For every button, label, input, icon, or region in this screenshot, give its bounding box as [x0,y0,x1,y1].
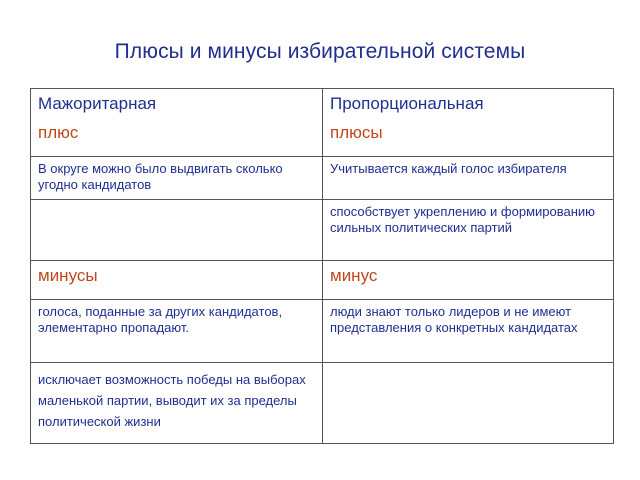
header-cell-majoritarian [31,89,323,157]
plus-label-majoritarian: плюс [38,123,79,142]
table-header-row [31,89,614,157]
column-title-majoritarian: Мажоритарная [38,94,157,113]
table-row [31,157,614,200]
table-cell: люди знают только лидеров и не имеют представления о конкретных кандидатах [323,300,614,363]
table-cell [323,363,614,444]
table-cell: голоса, поданные за других кандидатов, элементарно пропадают. [31,300,323,363]
comparison-table [30,88,614,444]
table-row [31,300,614,363]
minus-label-proportional: минус [330,266,378,285]
slide-title: Плюсы и минусы избирательной системы [114,40,526,63]
table-cell: исключает возможность победы на выборах маленькой партии, выводит их за пределы политической жизни [31,363,323,444]
table-cell: способствует укреплению и формированию сильных политических партий [323,200,614,261]
table-row [31,200,614,261]
minus-cell-proportional [323,261,614,300]
table-cell: Учитывается каждый голос избирателя [323,157,614,200]
column-title-proportional: Пропорциональная [330,94,484,113]
table-cell [31,200,323,261]
table-row [31,363,614,444]
minus-cell-majoritarian [31,261,323,300]
table-cell: В округе можно было выдвигать сколько угодно кандидатов [31,157,323,200]
plus-label-proportional: плюсы [330,123,383,142]
table-minus-header-row [31,261,614,300]
header-cell-proportional [323,89,614,157]
minus-label-majoritarian: минусы [38,266,98,285]
